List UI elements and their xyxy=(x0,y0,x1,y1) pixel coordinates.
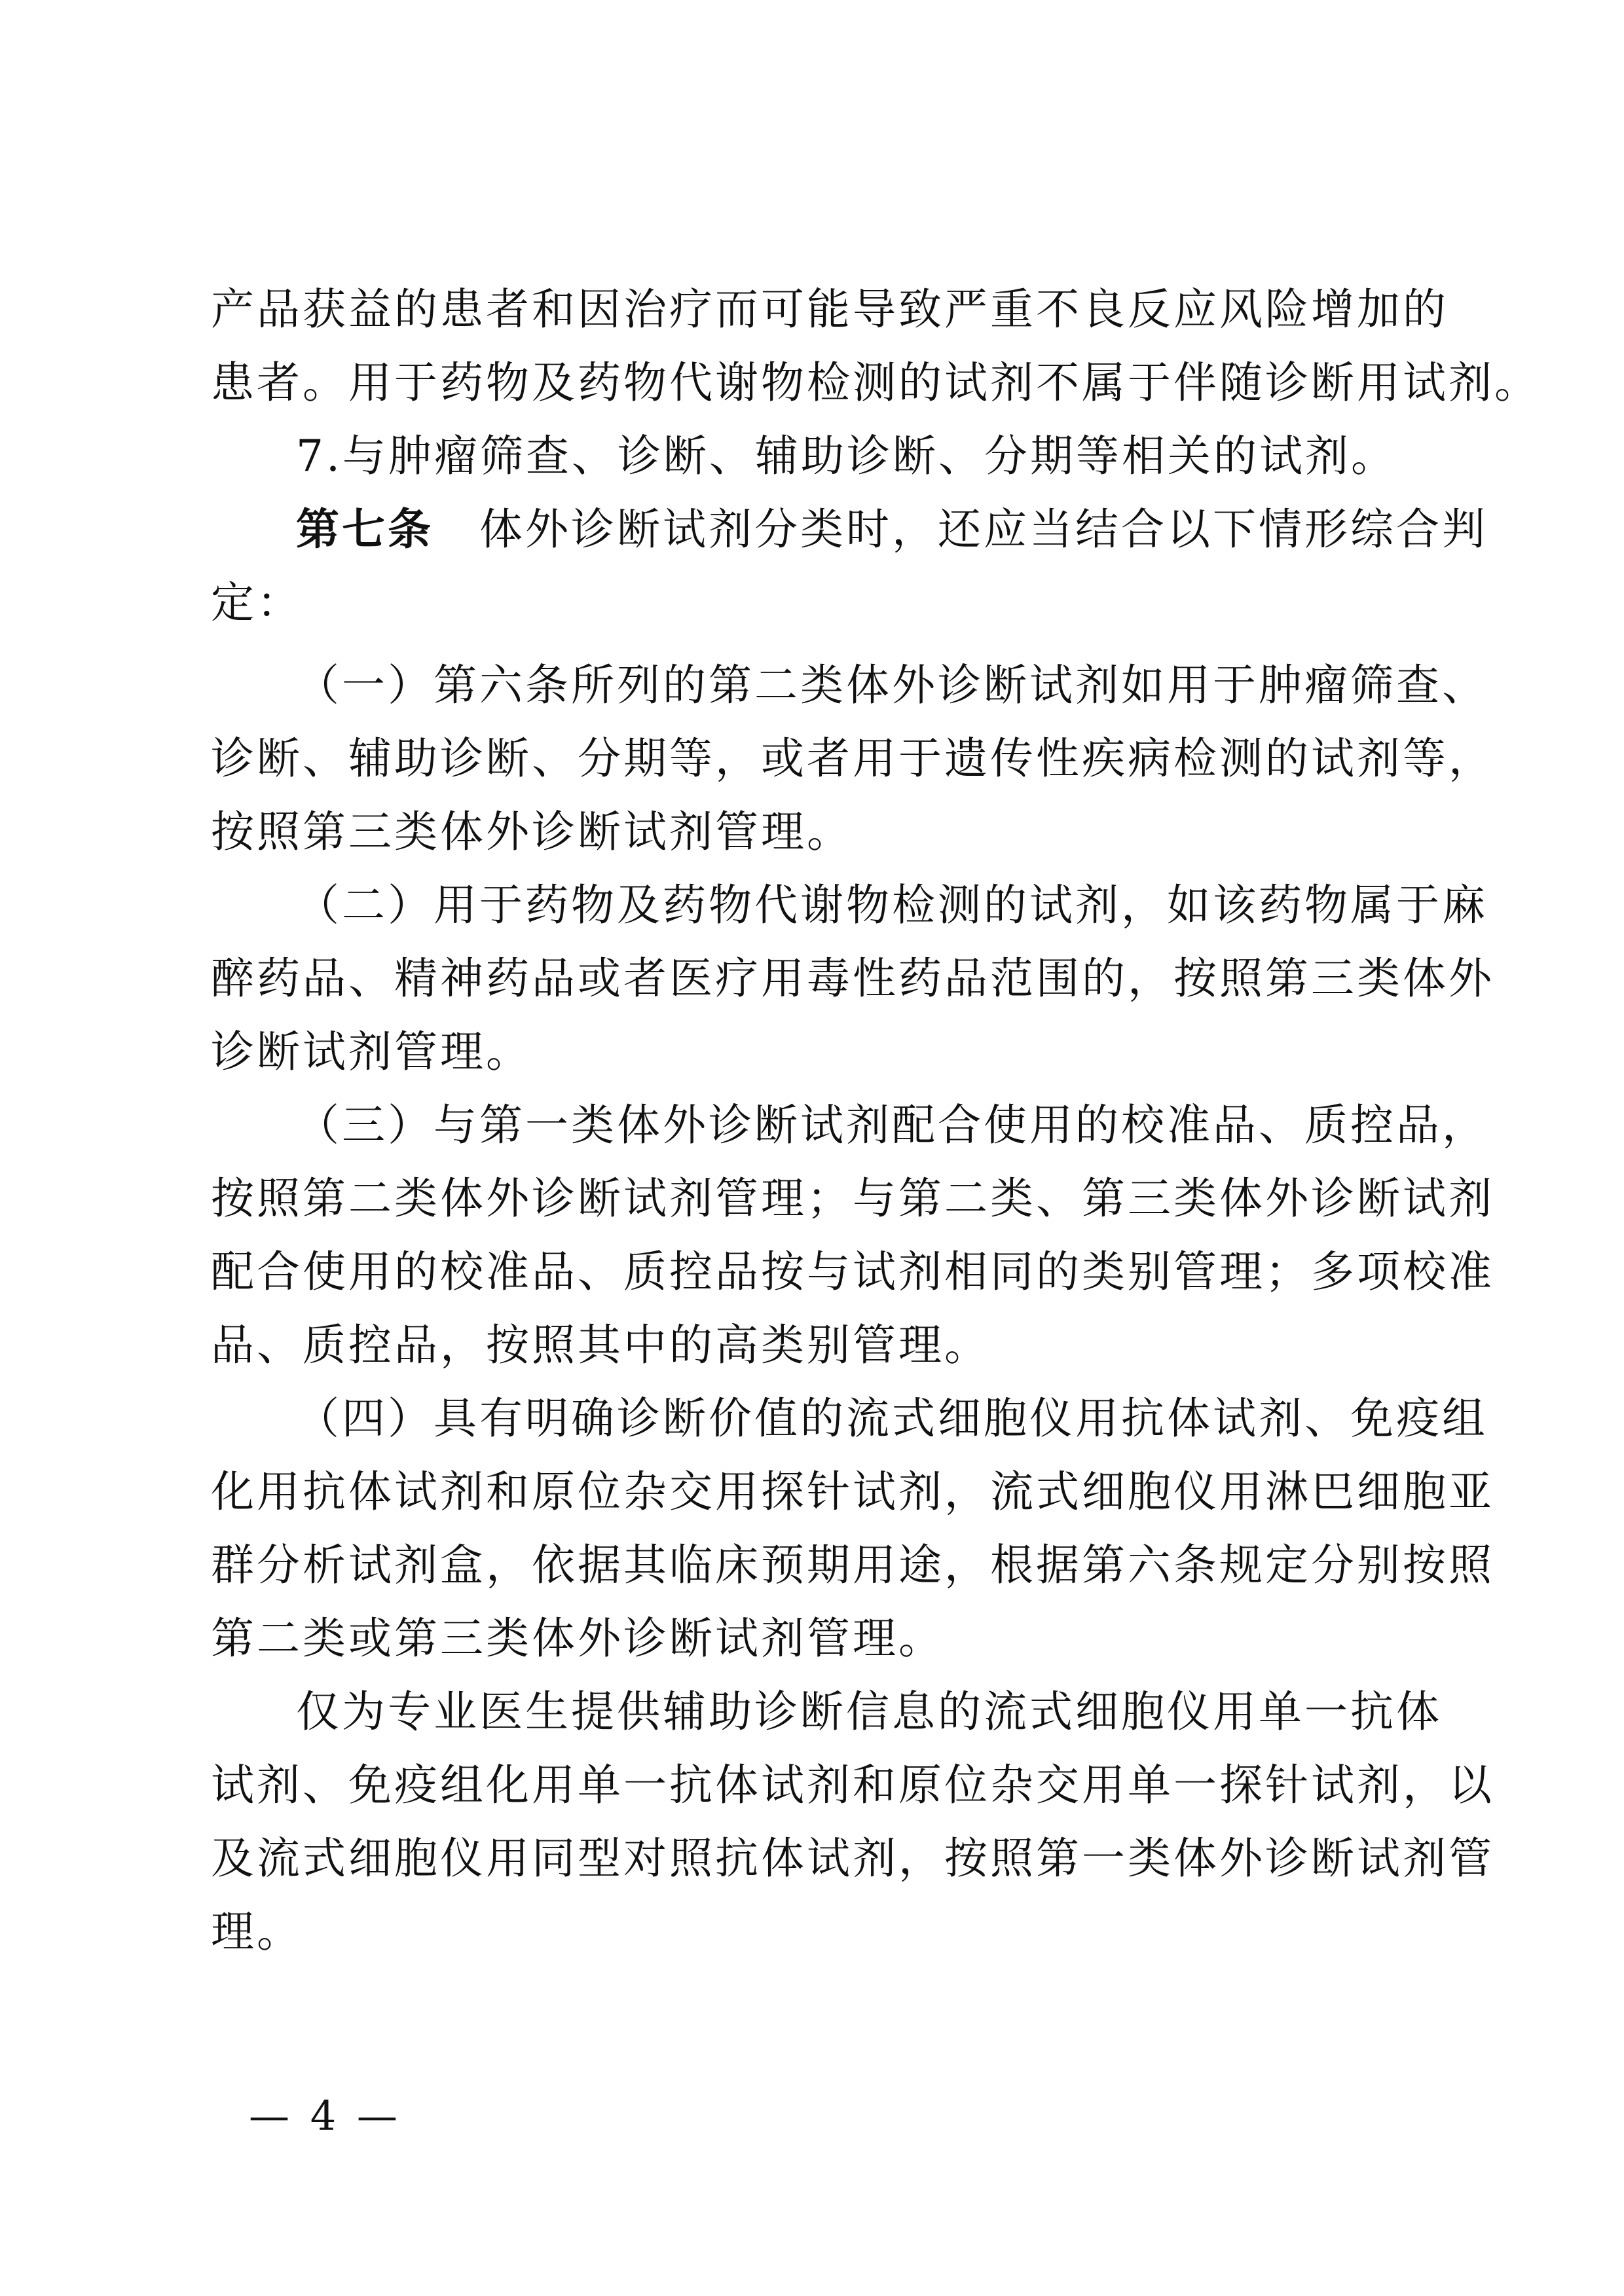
article-label: 第七条 xyxy=(296,504,434,555)
clause-4-line-1: （四）具有明确诊断价值的流式细胞仪用抗体试剂、免疫组 xyxy=(296,1393,1488,1444)
clause-1-line-3: 按照第三类体外诊断试剂管理。 xyxy=(211,807,853,857)
clause-4-line-2: 化用抗体试剂和原位杂交用探针试剂，流式细胞仪用淋巴细胞亚 xyxy=(211,1467,1494,1517)
clause-2-line-3: 诊断试剂管理。 xyxy=(211,1027,532,1077)
clause-3-line-1: （三）与第一类体外诊断试剂配合使用的校准品、质控品， xyxy=(296,1100,1488,1150)
clause-1-line-2: 诊断、辅助诊断、分期等，或者用于遗传性疾病检测的试剂等， xyxy=(211,733,1494,784)
page-number: — 4 — xyxy=(249,2092,401,2140)
paragraph-line-2: 试剂、免疫组化用单一抗体试剂和原位杂交用单一探针试剂，以 xyxy=(211,1760,1494,1810)
article-7-text: 体外诊断试剂分类时，还应当结合以下情形综合判 xyxy=(479,504,1488,555)
clause-3-line-3: 配合使用的校准品、质控品按与试剂相同的类别管理；多项校准 xyxy=(211,1247,1494,1297)
paragraph-line-3: 及流式细胞仪用同型对照抗体试剂，按照第一类体外诊断试剂管 xyxy=(211,1833,1494,1884)
text-line-2: 患者。用于药物及药物代谢物检测的试剂不属于伴随诊断用试剂。 xyxy=(211,357,1540,408)
clause-2-line-1: （二）用于药物及药物代谢物检测的试剂，如该药物属于麻 xyxy=(296,880,1488,930)
article-7-line-1 xyxy=(296,500,1488,559)
clause-1-line-1: （一）第六条所列的第二类体外诊断试剂如用于肿瘤筛查、 xyxy=(296,660,1488,710)
text-line-1: 产品获益的患者和因治疗而可能导致严重不良反应风险增加的 xyxy=(211,284,1449,335)
clause-3-line-4: 品、质控品，按照其中的高类别管理。 xyxy=(211,1320,990,1370)
text-line-5: 定： xyxy=(211,577,303,628)
text-line-3: 7.与肿瘤筛查、诊断、辅助诊断、分期等相关的试剂。 xyxy=(296,431,1397,481)
paragraph-line-1: 仅为专业医生提供辅助诊断信息的流式细胞仪用单一抗体 xyxy=(296,1686,1442,1737)
clause-4-line-3: 群分析试剂盒，依据其临床预期用途，根据第六条规定分别按照 xyxy=(211,1540,1494,1590)
clause-3-line-2: 按照第二类体外诊断试剂管理；与第二类、第三类体外诊断试剂 xyxy=(211,1173,1494,1224)
paragraph-line-4: 理。 xyxy=(211,1906,303,1957)
clause-2-line-2: 醉药品、精神药品或者医疗用毒性药品范围的，按照第三类体外 xyxy=(211,953,1494,1004)
clause-4-line-4: 第二类或第三类体外诊断试剂管理。 xyxy=(211,1613,944,1664)
